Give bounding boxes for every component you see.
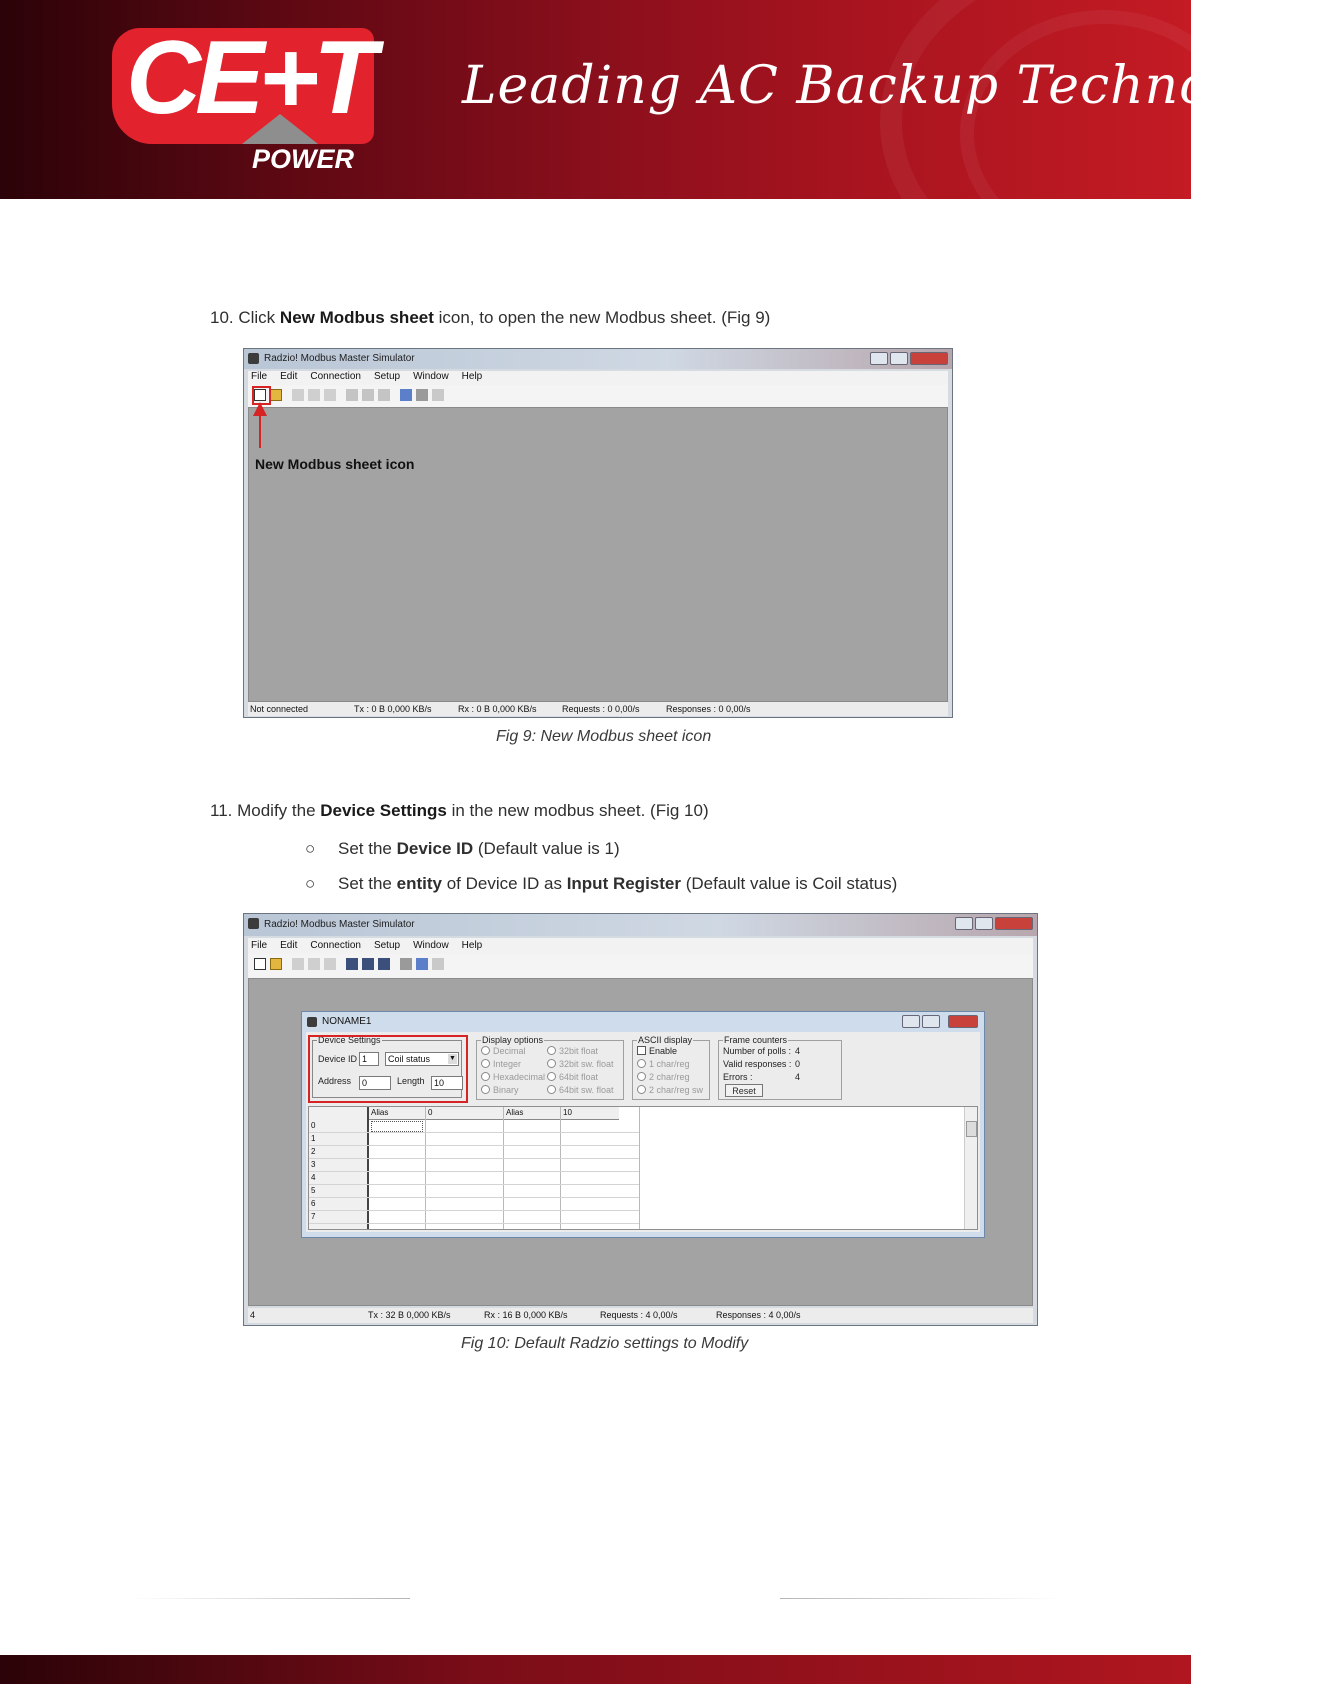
display-options-title: Display options [482,1035,544,1045]
fig9-status-bar [248,702,948,716]
tile-horizontal-icon[interactable] [362,389,374,401]
menu-window[interactable]: Window [413,371,449,382]
copy-icon[interactable] [308,958,320,970]
grid-row-label: 4 [311,1173,316,1182]
status-tx: Tx : 32 B 0,000 KB/s [368,1310,451,1320]
close-icon[interactable] [995,917,1033,930]
minimize-icon[interactable] [955,917,973,930]
grid-header-value[interactable]: 10 [563,1108,572,1117]
annotation-arrow-icon [253,402,267,416]
modbus-sheet-window [301,1011,985,1238]
sheet-maximize-icon[interactable] [922,1015,940,1028]
status-connection: Not connected [250,704,309,714]
tile-vertical-icon[interactable] [378,389,390,401]
radio-1-char-reg[interactable]: 1 char/reg [637,1059,690,1069]
cascade-icon[interactable] [346,958,358,970]
grid-row-label: 3 [311,1160,316,1169]
address-label: Address [318,1076,352,1086]
grid-header-alias[interactable]: Alias [371,1108,389,1117]
tile-horizontal-icon[interactable] [362,958,374,970]
status-rx: Rx : 16 B 0,000 KB/s [484,1310,568,1320]
grid-row-label: 1 [311,1134,316,1143]
radio-decimal[interactable]: Decimal [481,1046,526,1056]
footer-rule-right [780,1598,1060,1599]
fig10-caption: Fig 10: Default Radzio settings to Modify [461,1335,749,1352]
valid-responses-label: Valid responses : [723,1059,792,1069]
fig9-title-bar[interactable] [244,349,952,369]
fig9-caption: Fig 9: New Modbus sheet icon [496,728,712,745]
fig10-title-bar[interactable] [244,914,1037,936]
length-input[interactable]: 10 [431,1076,463,1090]
scrollbar-thumb[interactable] [966,1121,977,1137]
menu-connection[interactable]: Connection [310,940,361,951]
status-connection: 4 [250,1310,256,1320]
fig10-mdi-client-area [248,978,1033,1306]
sheet-title: NONAME1 [322,1016,372,1027]
disconnect-icon[interactable] [416,389,428,401]
grid-row-label: 6 [311,1199,316,1208]
step-11-instruction: 11. Modify the Device Settings in the new modbus sheet. (Fig 10) [210,801,709,820]
radio-binary[interactable]: Binary [481,1085,519,1095]
ascii-display-group [632,1035,710,1100]
radio-hexadecimal[interactable]: Hexadecimal [481,1072,545,1082]
fig10-toolbar [248,954,1033,979]
grid-row-label: 0 [311,1121,316,1130]
polls-label: Number of polls : [723,1046,792,1056]
page-header-banner [0,0,1326,199]
grid-row-label: 5 [311,1186,316,1195]
fig9-menu-bar [248,371,948,385]
settings-icon[interactable] [432,958,444,970]
fig10-menu-bar [248,938,1033,954]
address-input[interactable]: 0 [359,1076,391,1090]
radio-64bit-sw-float[interactable]: 64bit sw. float [547,1085,614,1095]
status-tx: Tx : 0 B 0,000 KB/s [354,704,432,714]
paste-icon[interactable] [324,389,336,401]
device-id-label: Device ID [318,1054,358,1064]
register-data-grid [308,1106,978,1230]
company-logo-subtext: POWER [252,144,355,174]
grid-header-value[interactable]: 0 [428,1108,433,1117]
app-icon [248,353,259,364]
connect-icon[interactable] [400,958,412,970]
menu-connection[interactable]: Connection [310,371,361,382]
fig10-app-window [243,913,1038,1326]
radio-32bit-float[interactable]: 32bit float [547,1046,598,1056]
frame-counters-group [718,1035,842,1100]
status-rx: Rx : 0 B 0,000 KB/s [458,704,537,714]
menu-edit[interactable]: Edit [280,940,298,951]
status-responses: Responses : 4 0,00/s [716,1310,801,1320]
errors-label: Errors : [723,1072,753,1082]
cut-icon[interactable] [292,958,304,970]
step-10-instruction: 10. Click New Modbus sheet icon, to open the new Modbus sheet. (Fig 9) [210,308,771,327]
cut-icon[interactable] [292,389,304,401]
entity-select-value: Coil status [388,1054,431,1064]
bullet-icon: ○ [305,874,316,893]
device-id-input[interactable]: 1 [359,1052,379,1066]
radio-integer[interactable]: Integer [481,1059,521,1069]
settings-icon[interactable] [432,389,444,401]
grid-row-label: 7 [311,1212,316,1221]
vertical-scrollbar[interactable] [964,1107,977,1229]
page-footer-band [0,1655,1191,1684]
minimize-icon[interactable] [870,352,888,365]
display-options-group [476,1035,624,1100]
tile-vertical-icon[interactable] [378,958,390,970]
fig9-app-window [243,348,953,718]
radio-64bit-float[interactable]: 64bit float [547,1072,598,1082]
cascade-icon[interactable] [346,389,358,401]
company-logo-text: CE+T [126,20,371,136]
ascii-display-title: ASCII display [638,1035,693,1045]
logo-triangle-icon [242,114,318,144]
menu-file[interactable]: File [251,940,268,951]
sheet-minimize-icon[interactable] [902,1015,920,1028]
errors-value: 4 [795,1072,801,1082]
grid-header-alias[interactable]: Alias [506,1108,524,1117]
menu-edit[interactable]: Edit [280,371,298,382]
close-icon[interactable] [910,352,948,365]
ascii-enable-checkbox[interactable]: Enable [637,1046,677,1056]
radio-2-char-reg-sw[interactable]: 2 char/reg sw [637,1085,703,1095]
polls-value: 4 [795,1046,801,1056]
sheet-client [306,1032,980,1232]
header-tagline: Leading AC Backup Technology [462,56,1326,116]
menu-setup[interactable]: Setup [373,371,401,382]
fig10-window-title: Radzio! Modbus Master Simulator [264,919,415,930]
maximize-icon[interactable] [890,352,908,365]
fig9-window-title: Radzio! Modbus Master Simulator [264,353,415,364]
radio-2-char-reg[interactable]: 2 char/reg [637,1072,690,1082]
bullet-entity: ○ Set the entity of Device ID as Input Register (Default value is Coil status) [305,874,898,893]
disconnect-icon[interactable] [416,958,428,970]
footer-rule-left [130,1598,410,1599]
menu-window[interactable]: Window [413,940,449,951]
copy-icon[interactable] [308,389,320,401]
menu-setup[interactable]: Setup [373,940,401,951]
status-requests: Requests : 0 0,00/s [562,704,640,714]
status-requests: Requests : 4 0,00/s [600,1310,678,1320]
menu-help[interactable]: Help [461,371,483,382]
selected-cell[interactable] [371,1121,423,1132]
connect-icon[interactable] [400,389,412,401]
new-sheet-icon[interactable] [254,958,266,970]
grid-header-row [369,1107,619,1120]
open-folder-icon[interactable] [270,958,282,970]
sheet-icon [307,1017,317,1027]
length-label: Length [397,1076,425,1086]
grid-row-label: 2 [311,1147,316,1156]
annotation-label: New Modbus sheet icon [255,456,415,472]
menu-help[interactable]: Help [461,940,483,951]
radio-32bit-sw-float[interactable]: 32bit sw. float [547,1059,614,1069]
chevron-down-icon[interactable]: ▼ [449,1055,456,1062]
app-icon [248,918,259,929]
fig9-mdi-client-area [248,407,948,702]
maximize-icon[interactable] [975,917,993,930]
fig10-status-bar [248,1308,1033,1323]
device-settings-highlight-box [308,1035,468,1103]
reset-button[interactable]: Reset [725,1084,763,1097]
bullet-device-id: ○ Set the Device ID (Default value is 1) [305,839,620,858]
frame-counters-title: Frame counters [724,1035,788,1045]
paste-icon[interactable] [324,958,336,970]
bullet-icon: ○ [305,839,316,858]
valid-responses-value: 0 [795,1059,801,1069]
fig9-toolbar [248,385,948,408]
open-folder-icon[interactable] [270,389,282,401]
sheet-close-icon[interactable] [948,1015,978,1028]
sheet-title-bar[interactable] [302,1012,984,1032]
status-responses: Responses : 0 0,00/s [666,704,751,714]
menu-file[interactable]: File [251,371,268,382]
device-settings-title: Device Settings [318,1035,381,1045]
